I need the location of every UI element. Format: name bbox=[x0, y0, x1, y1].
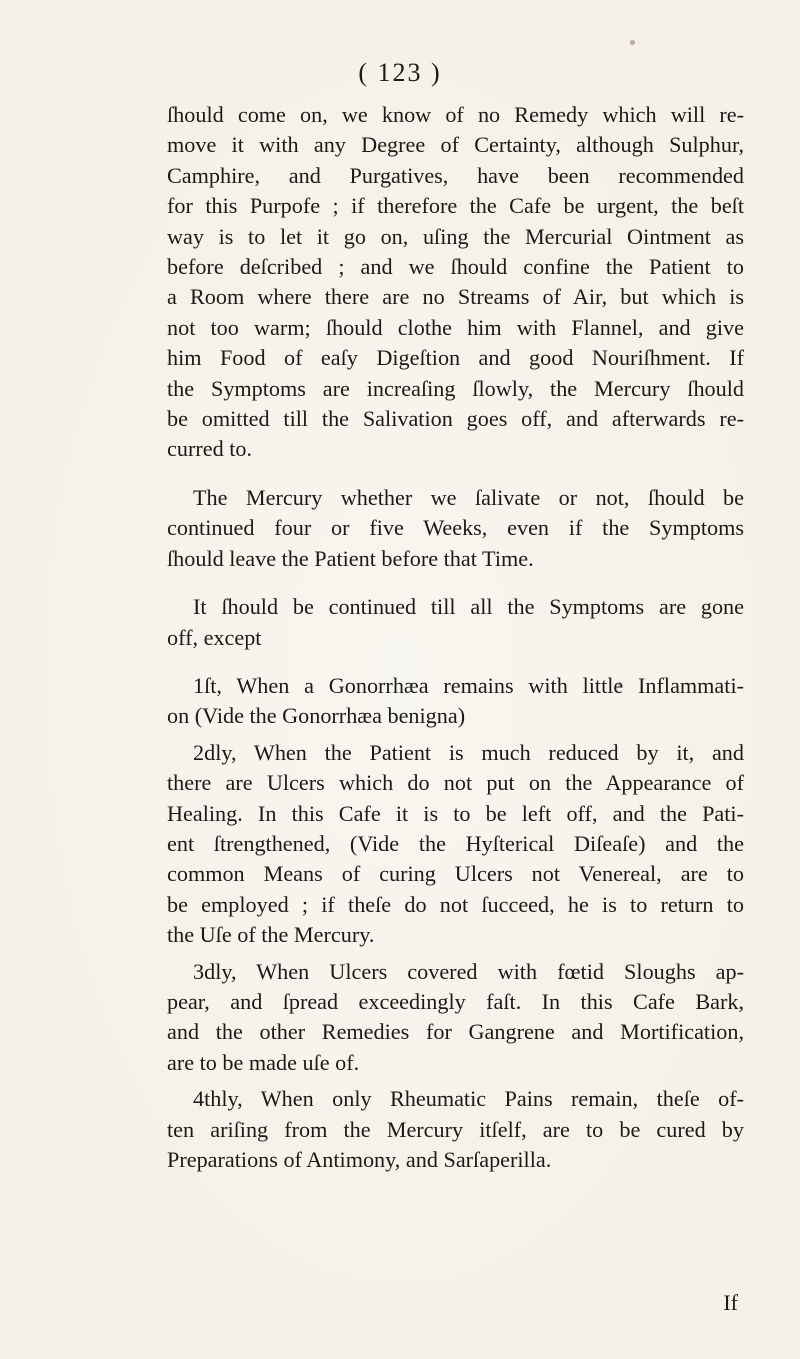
paragraph bbox=[167, 957, 744, 1079]
ink-spot bbox=[630, 40, 635, 45]
text-line: for this Purpofe ; if therefore the Cafe be urgent, the beſt bbox=[167, 193, 744, 219]
text-line: him Food of eaſy Digeſtion and good Nouriſhment. If bbox=[167, 345, 744, 371]
text-line: Preparations of Antimony, and Sarſaperilla. bbox=[167, 1147, 552, 1172]
text-line: Camphire, and Purgatives, have been recommended bbox=[167, 162, 744, 188]
text-line: ſhould come on, we know of no Remedy which will re- bbox=[167, 102, 744, 127]
text-line: The Mercury whether we ſalivate or not, ſhould be bbox=[193, 484, 744, 510]
paragraph bbox=[167, 483, 744, 574]
text-line: a Room where there are no Streams of Air, but which is bbox=[167, 284, 744, 310]
text-line: way is to let it go on, uſing the Mercurial Ointment as bbox=[167, 223, 744, 249]
text-line: be omitted till the Salivation goes off, and afterwards re- bbox=[167, 406, 744, 432]
paragraph bbox=[167, 592, 744, 653]
text-line: on (Vide the Gonorrhæa benigna) bbox=[167, 703, 466, 729]
text-line: common Means of curing Ulcers not Venereal, are to bbox=[167, 861, 744, 887]
text-line: before deſcribed ; and we ſhould confine the Patient to bbox=[167, 254, 744, 280]
text-line: 1ſt, When a Gonorrhæa remains with little Inflammati- bbox=[193, 672, 744, 698]
text-line: 2dly, When the Patient is much reduced by it, and bbox=[193, 739, 744, 765]
text-line: are to be made uſe of. bbox=[167, 1049, 360, 1075]
text-line: curred to. bbox=[167, 436, 253, 462]
paragraph bbox=[167, 1084, 744, 1175]
text-line: not too warm; ſhould clothe him with Flannel, and give bbox=[167, 314, 744, 340]
text-line: be employed ; if theſe do not ſucceed, he is to return to bbox=[167, 891, 744, 917]
text-line: move it with any Degree of Certainty, although Sulphur, bbox=[167, 132, 744, 158]
text-line: Healing. In this Cafe it is to be left off, and the Pati- bbox=[167, 800, 744, 826]
paragraph bbox=[167, 738, 744, 951]
text-line: the Symptoms are increaſing ſlowly, the Mercury ſhould bbox=[167, 375, 744, 401]
text-line: 4thly, When only Rheumatic Pains remain, theſe of- bbox=[193, 1086, 744, 1112]
text-line: It ſhould be continued till all the Symptoms are gone bbox=[193, 594, 744, 620]
paragraph bbox=[167, 671, 744, 732]
text-line: off, except bbox=[167, 624, 262, 650]
paragraph bbox=[167, 100, 744, 465]
text-line: ſhould leave the Patient before that Time. bbox=[167, 545, 534, 571]
text-line: continued four or five Weeks, even if the Symptoms bbox=[167, 515, 744, 541]
page-number: ( 123 ) bbox=[358, 58, 442, 87]
text-line: ten ariſing from the Mercury itſelf, are to be cured by bbox=[167, 1116, 744, 1142]
text-line: the Uſe of the Mercury. bbox=[167, 922, 375, 948]
ink-spot bbox=[618, 682, 622, 687]
text-line: and the other Remedies for Gangrene and Mortification, bbox=[167, 1019, 744, 1045]
text-line: 3dly, When Ulcers covered with fœtid Sloughs ap- bbox=[193, 958, 744, 984]
text-line: pear, and ſpread exceedingly faſt. In this Cafe Bark, bbox=[167, 988, 744, 1014]
text-line: there are Ulcers which do not put on the Appearance of bbox=[167, 770, 744, 796]
body-text bbox=[167, 100, 744, 1175]
catchword: If bbox=[723, 1290, 738, 1315]
text-line: ent ſtrengthened, (Vide the Hyſterical Diſeaſe) and the bbox=[167, 830, 744, 856]
